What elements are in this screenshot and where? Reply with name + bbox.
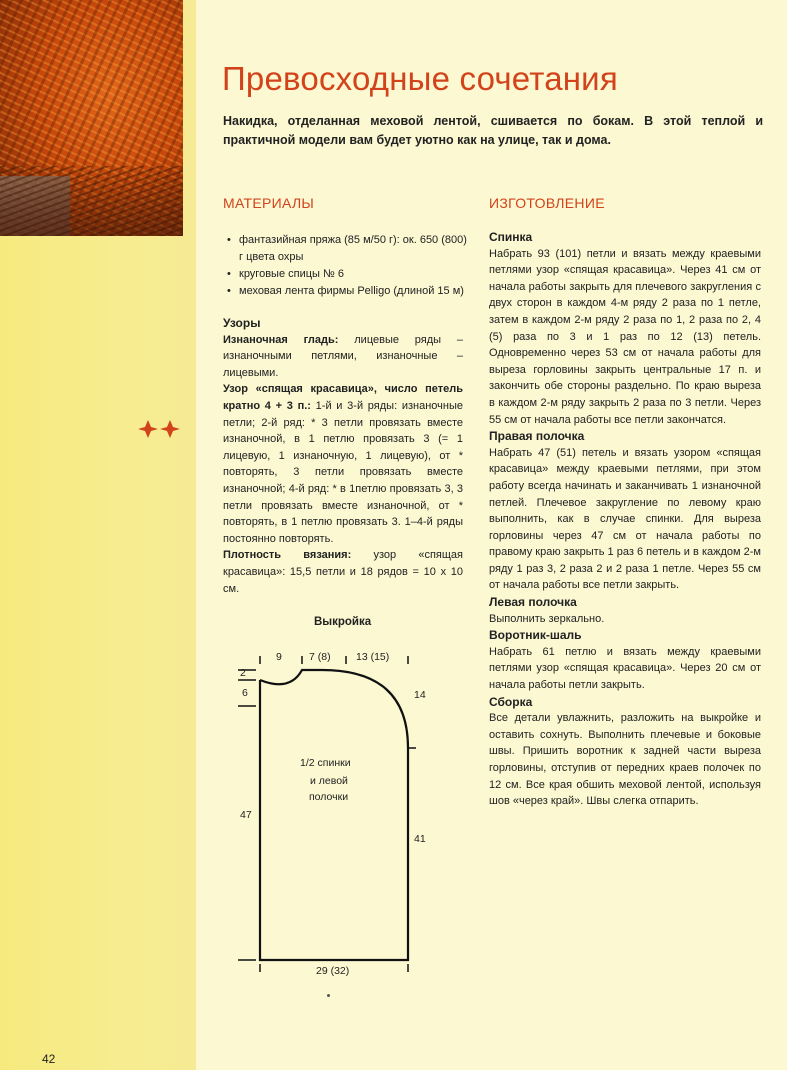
sleeping-pattern-paragraph (223, 381, 463, 547)
difficulty-star-icon (138, 420, 158, 438)
dimension-label-right-main: 41 (414, 833, 426, 845)
instructions-section (489, 229, 761, 810)
collar-text: Набрать 61 петлю и вязать между краевыми петлями узор «спящая красавица». Через 20 см от начала работы петли закрыть. (489, 645, 761, 692)
right-front-title: Правая полочка (489, 429, 585, 444)
pattern-piece-label: 1/2 спинки (300, 757, 351, 769)
materials-item: • фантазийная пряжа (85 м/50 г): ок. 650 (800) г цвета охры (227, 232, 467, 266)
assembly-title: Сборка (489, 694, 533, 709)
page-title: Превосходные сочетания (222, 60, 618, 97)
right-front-text: Набрать 47 (51) петель и вязать узором «спящая красавица» между краевыми петлями, при этом работу всегда начинать и заканчивать 1 изнаночной петлей. Плечевое закругление по левому краю выполнить, как в случае спинки. Для выреза горловины через 47 см от начала работы по правому краю закрыть 1 раз 6 петель и в каждом 2-м ряду 1 раз 3, 2 раза 2 и 2 раза 1 петле. Через 55 см от начала работы все петли закрыть. (489, 446, 761, 592)
dimension-label-right-top: 14 (414, 689, 426, 701)
back-title: Спинка (489, 230, 533, 244)
knitted-shawl-photo (0, 0, 183, 236)
sidebar (0, 0, 196, 1070)
pattern-diagram-title: Выкройка (314, 616, 372, 628)
page-number: 42 (42, 1052, 56, 1066)
stockinette-text: лицевые ряды – изнаночными петлями, изнаночные – лицевыми. (223, 333, 464, 379)
materials-item: • меховая лента фирмы Pelligo (длиной 15 м) (227, 283, 467, 300)
difficulty-stars (137, 418, 185, 440)
dimension-label-left-main: 47 (240, 809, 252, 821)
patterns-section (223, 315, 463, 597)
materials-heading: МАТЕРИАЛЫ (223, 195, 315, 211)
intro-text: Накидка, отделанная меховой лентой, сшивается по бокам. В этой теплой и практичной модели вам будет уютно как на улице, так и дома. (223, 114, 763, 147)
stockinette-label: Изнаночная гладь: (223, 333, 339, 346)
dimension-label-top-left: 9 (276, 651, 282, 663)
dimension-label-left-top: 2 (240, 667, 246, 679)
sleeping-pattern-label: Узор «спящая красавица», число петель кратно 4 + 3 п.: (223, 383, 463, 412)
dimension-label-bottom: 29 (32) (316, 965, 350, 977)
pattern-outline (260, 670, 408, 960)
instructions-heading: ИЗГОТОВЛЕНИЕ (489, 195, 605, 211)
left-front-title: Левая полочка (489, 595, 577, 610)
pattern-piece-label: полочки (309, 791, 349, 803)
stockinette-paragraph (223, 332, 463, 382)
dimension-label-top-middle: 7 (8) (309, 651, 331, 663)
pattern-piece-label: и левой (310, 775, 348, 787)
density-text: узор «спящая красавица»: 15,5 петли и 18 рядов = 10 х 10 см. (223, 549, 463, 595)
dimension-label-left-mid: 6 (242, 687, 248, 699)
materials-list (227, 232, 467, 300)
difficulty-star-icon (160, 420, 180, 438)
page-dot (327, 994, 330, 997)
materials-item: • круговые спицы № 6 (227, 266, 467, 283)
density-label: Плотность вязания: (223, 549, 352, 562)
density-paragraph (223, 547, 463, 597)
left-front-text: Выполнить зеркально. (489, 612, 605, 625)
back-text: Набрать 93 (101) петли и вязать между краевыми петлями узор «спящая красавица». Через 41 см от начала работы закрыть для плечевого закругления с двух сторон в каждом 4-м ряду 2 раза по 1 петле, затем в каждом 2-м ряду 2 раза по 1, 2 раза по 2, 4 (5) раза по 3 и 1 раз по 12 (13) петель. Одновременно через 53 см от начала работы для выреза горловины закрыть центральные 17 п. и закончить обе стороны раздельно. По краю выреза в каждом 2-м ряду закрыть 2 раза по 3 петли. Через 55 см от начала работы все петли закончатся. (489, 247, 761, 426)
dimension-label-top-right: 13 (15) (356, 651, 390, 663)
assembly-text: Все детали увлажнить, разложить на выкройке и оставить сохнуть. Выполнить плечевые и боковые швы. Пришить воротник к задней части выреза горловины, отступив от передних краев полочек по 12 см. Все края обшить меховой лентой, используя шов «через край». Швы слегка отпарить. (489, 712, 761, 808)
pattern-diagram (232, 640, 442, 990)
patterns-heading: Узоры (223, 316, 261, 330)
photo-fur-fringe (0, 166, 183, 236)
collar-title: Воротник-шаль (489, 628, 582, 643)
sleeping-pattern-text: 1-й и 3-й ряды: изнаночные петли; 2-й ряд: * 3 петли провязать вместе изнаночной, в 1 петлю провязать 3 (= 1 лицевую, 1 изнаночную, 1 лицевую), от * повторять, 3 петли провязать вместе изнаночной; 4-й ряд: * в 1петлю провязать 3, 3 петли провязать вместе изнаночной, от * повторять, в 1 петлю провязать 3. 1–4-й ряды постоянно повторять. (223, 399, 463, 545)
